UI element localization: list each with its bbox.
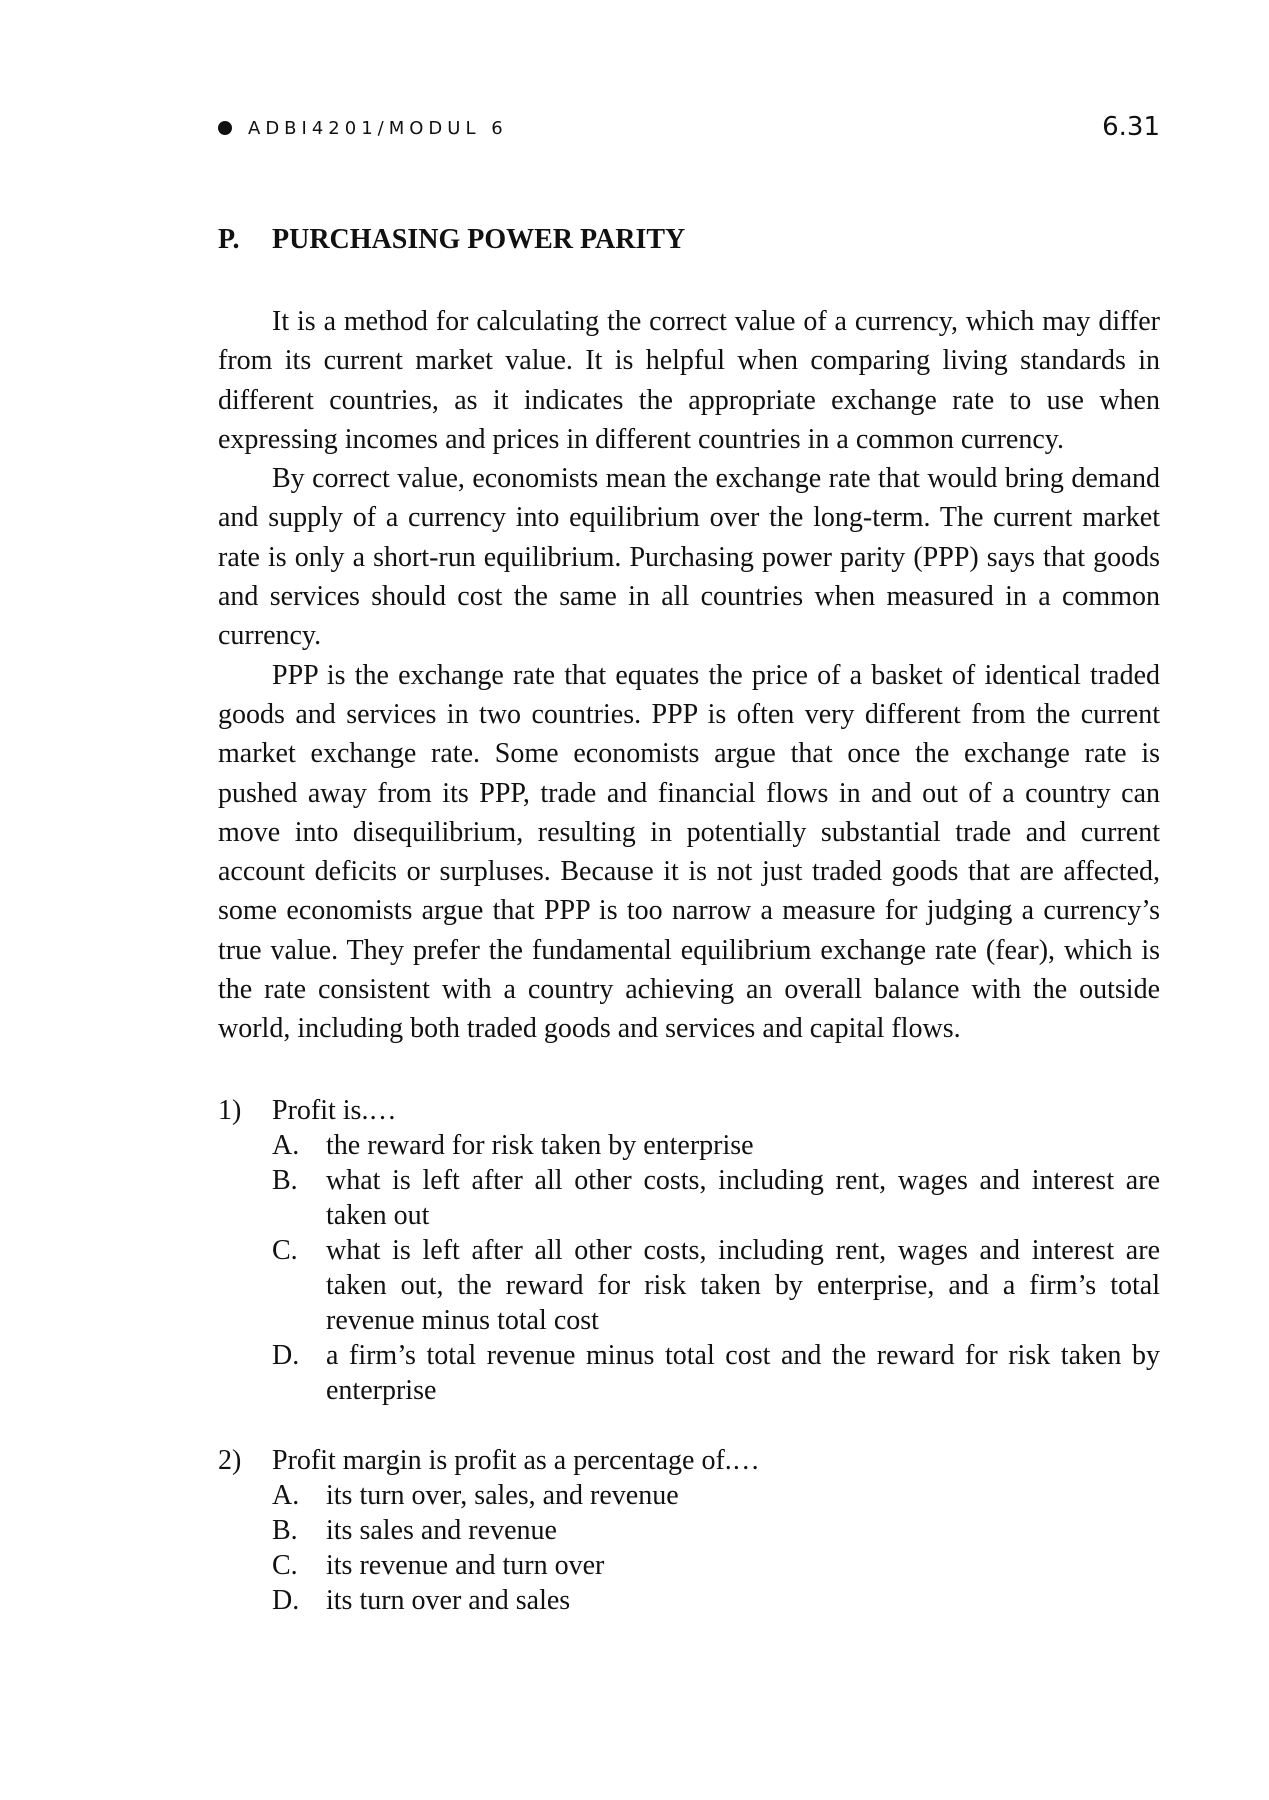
option-letter: C. <box>272 1235 298 1266</box>
option-text: what is left after all other costs, including rent, wages and interest are taken out <box>326 1165 1160 1231</box>
option <box>272 1338 1160 1408</box>
option <box>272 1513 1160 1548</box>
option-text: its sales and revenue <box>326 1515 557 1546</box>
option <box>272 1583 1160 1618</box>
option-letter: D. <box>272 1340 300 1371</box>
option-letter: B. <box>272 1165 298 1196</box>
question <box>218 1443 1160 1618</box>
option-letter: D. <box>272 1585 300 1616</box>
question <box>218 1093 1160 1408</box>
question-stem <box>218 1093 1160 1128</box>
option-letter: A. <box>272 1480 300 1511</box>
option-list <box>218 1128 1160 1408</box>
page-number: 6.31 <box>1102 112 1160 142</box>
option-letter: C. <box>272 1550 298 1581</box>
section-heading <box>218 222 1160 258</box>
option <box>272 1548 1160 1583</box>
option-text: its turn over, sales, and revenue <box>326 1480 679 1511</box>
option-text: its turn over and sales <box>326 1585 571 1616</box>
bullet-icon <box>218 121 232 135</box>
option-letter: B. <box>272 1515 298 1546</box>
section-purchasing-power-parity <box>218 222 1160 1049</box>
question-list <box>218 1093 1160 1618</box>
paragraph: It is a method for calculating the correct value of a currency, which may differ from its current market value. It is helpful when comparing living standards in different countries, as it indicates the appropriate exchange rate to use when expressing incomes and prices in different countries in a common currency. <box>218 306 1160 455</box>
module-label: ADBI4201/MODUL 6 <box>248 118 508 139</box>
paragraph: PPP is the exchange rate that equates the price of a basket of identical traded goods and services in two countries. PPP is often very different from the current market exchange rate. Some economists argue that once the exchange rate is pushed away from its PPP, trade and financial flows in and out of a country can move into disequilibrium, resulting in potentially substantial trade and current account deficits or surpluses. Because it is not just traded goods that are affected, some economists argue that PPP is too narrow a measure for judging a currency’s true value. They prefer the fundamental equilibrium exchange rate (fear), which is the rate consistent with a country achieving an overall balance with the outside world, including both traded goods and services and capital flows. <box>218 659 1160 1045</box>
option <box>272 1233 1160 1338</box>
option-text: its revenue and turn over <box>326 1550 605 1581</box>
option <box>272 1163 1160 1233</box>
option-list <box>218 1478 1160 1618</box>
option <box>272 1128 1160 1163</box>
section-title: PURCHASING POWER PARITY <box>272 224 686 255</box>
question-number: 2) <box>218 1445 242 1476</box>
option-text: a firm’s total revenue minus total cost and the reward for risk taken by enterprise <box>326 1340 1160 1406</box>
question-number: 1) <box>218 1095 242 1126</box>
section-letter: P. <box>218 224 240 255</box>
question-text: Profit is.… <box>272 1095 397 1126</box>
question-stem <box>218 1443 1160 1478</box>
page-header <box>218 112 1160 148</box>
option <box>272 1478 1160 1513</box>
option-text: the reward for risk taken by enterprise <box>326 1130 754 1161</box>
question-text: Profit margin is profit as a percentage of.… <box>272 1445 760 1476</box>
option-letter: A. <box>272 1130 300 1161</box>
paragraph: By correct value, economists mean the exchange rate that would bring demand and supply of a currency into equilibrium over the long-term. The current market rate is only a short-run equilibrium. Purchasing power parity (PPP) says that goods and services should cost the same in all countries when measured in a common currency. <box>218 463 1160 652</box>
option-text: what is left after all other costs, including rent, wages and interest are taken out, the reward for risk taken by enterprise, and a firm’s total revenue minus total cost <box>326 1235 1160 1336</box>
